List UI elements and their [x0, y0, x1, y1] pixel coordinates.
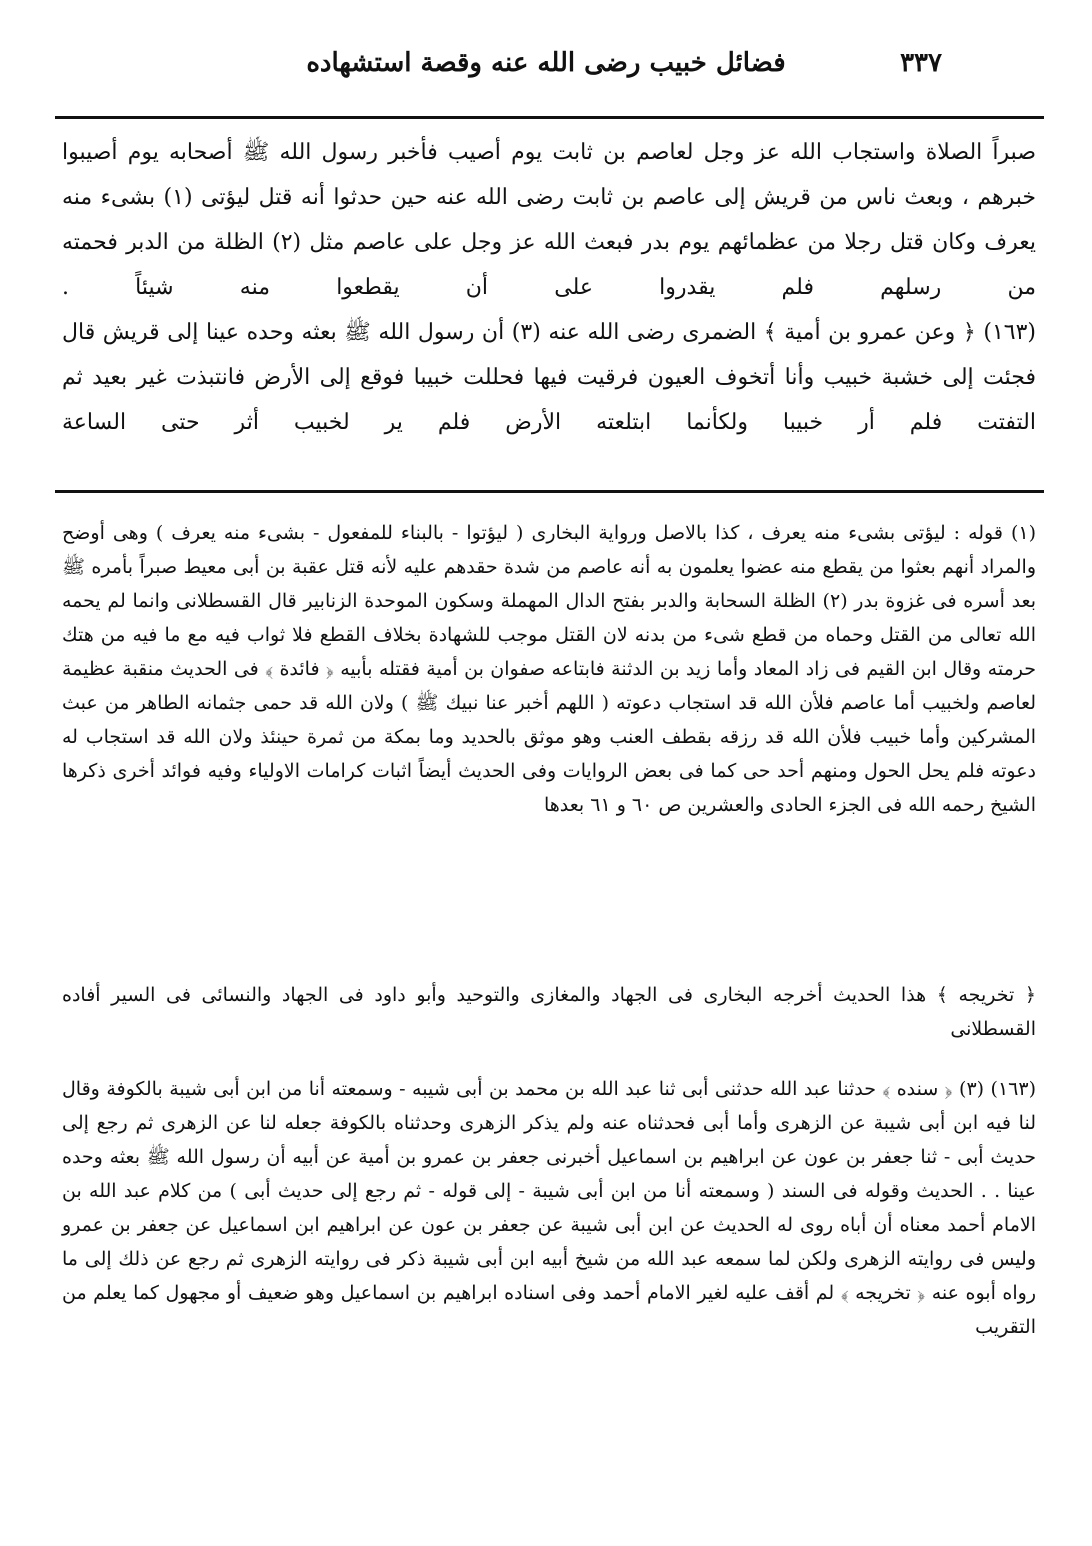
main-paragraph-1: صبراً الصلاة واستجاب الله عز وجل لعاصم بن ثابت يوم أصيب فأخبر رسول الله ﷺ أصحابه يوم أصيبوا خبرهم ، وبعث ناس من قريش إلى عاصم بن ثابت رضى الله عنه حين حدثوا أنه قتل ليؤتى (١) بشىء منه يعرف وكان قتل رجلا من عظمائهم يوم بدر فبعث الله عز وجل على عاصم مثل (٢) الظلة من الدبر فحمته من رسلهم فلم يقدروا على أن يقطعوا منه شيئاً . — [62, 140, 1036, 300]
footnote-1 — [62, 516, 1036, 822]
running-title: فضائل خبيب رضى الله عنه وقصة استشهاده — [306, 48, 786, 78]
page-number: ٣٣٧ — [900, 48, 942, 78]
header-divider — [55, 116, 1044, 119]
footnote-divider — [55, 490, 1044, 493]
main-text — [62, 130, 1036, 445]
footnote-sanad-text: (١٦٣) (٣) ﴿ سنده ﴾ حدثنا عبد الله حدثنى أبى ثنا عبد الله بن محمد بن أبى شيبه - وسمعته أنا من ابن أبى شيبة بالكوفة وقال لنا فيه ابن أبى شيبة عن الزهرى وأما أبى فحدثناه عنه ولم يذكر الزهرى وحدثناه بالكوفة جعله لنا عن الزهرى ثم رجع إلى حديث أبى - ثنا جعفر بن عون عن ابراهيم بن اسماعيل أخبرنى جعفر بن عمرو بن أمية عن أبيه أن رسول الله ﷺ بعثه وحده عينا . . الحديث وقوله فى السند ( وسمعته أنا من ابن أبى شيبة - إلى قوله - ثم رجع إلى حديث أبى ) من كلام عبد الله بن الامام أحمد معناه أن أباه روى له الحديث عن ابن أبى شيبة عن جعفر بن عون عن ابراهيم ابن اسماعيل عن جعفر بن عمرو وليس فى روايته الزهرى ولكن لما سمعه عبد الله من شيخ أبيه ابن أبى شيبة ذكر فى روايته الزهرى ثم رجع عن ذلك إلى ما رواه أبوه عنه ﴿ تخريجه ﴾ لم أقف عليه لغير الامام أحمد وفى اسناده ابراهيم بن اسماعيل وهو ضعيف أو مجهول كما يعلم من التقريب — [62, 1078, 1036, 1338]
page-header — [70, 44, 1022, 84]
footnote-sanad — [62, 1072, 1036, 1344]
footnote-1-text: (١) قوله : ليؤتى بشىء منه يعرف ، كذا بالاصل ورواية البخارى ( ليؤتوا - بالبناء للمفعول - بشىء منه يعرف ) وهى أوضح والمراد أنهم بعثوا من يقطع منه عضوا يعلمون به أنه عاصم من شدة حقدهم عليه لأنه قتل عقبة بن أبى معيط صبراً بأمره ﷺ بعد أسره فى غزوة بدر (٢) الظلة السحابة والدبر بفتح الدال المهملة وسكون الموحدة الزنابير قال القسطلانى وانما لم يحمه الله تعالى من القتل وحماه من قطع شىء من بدنه لان القتل موجب للشهادة بخلاف القطع فلا ثواب فيه مع ما فيه من هتك حرمته وقال ابن القيم فى زاد المعاد وأما زيد بن الدثنة فابتاعه صفوان بن أمية فقتله بأبيه ﴿ فائدة ﴾ فى الحديث منقبة عظيمة لعاصم ولخبيب أما عاصم فلأن الله قد استجاب دعوته ( اللهم أخبر عنا نبيك ﷺ ) ولان الله قد حمى جثمانه الطاهر من عبث المشركين وأما خبيب فلأن الله قد رزقه بقطف العنب وهو موثق بالحديد وما بمكة من ثمرة حينئذ ولان الله قد استجاب له دعوته فلم يحل الحول ومنهم أحد حى كما فى بعض الروايات وفى الحديث أيضاً اثبات كرامات الاولياء وفيه فوائد أخرى ذكرها الشيخ رحمه الله فى الجزء الحادى والعشرين ص ٦٠ و ٦١ بعدها — [62, 522, 1036, 816]
footnote-takhrij — [62, 978, 1036, 1046]
main-paragraph-2: (١٦٣) ﴿ وعن عمرو بن أمية ﴾ الضمرى رضى الله عنه (٣) أن رسول الله ﷺ بعثه وحده عينا إلى قريش قال فجئت إلى خشبة خبيب وأنا أتخوف العيون فرقيت فيها فحللت خبيبا فوقع إلى الأرض فانتبذت غير بعيد ثم التفتت فلم أر خبيبا ولكأنما ابتلعته الأرض فلم ير لخبيب أثر حتى الساعة — [62, 320, 1037, 435]
footnote-takhrij-text: ﴿ تخريجه ﴾ هذا الحديث أخرجه البخارى فى الجهاد والمغازى والتوحيد وأبو داود فى الجهاد والنسائى فى السير أفاده القسطلانى — [62, 984, 1036, 1040]
